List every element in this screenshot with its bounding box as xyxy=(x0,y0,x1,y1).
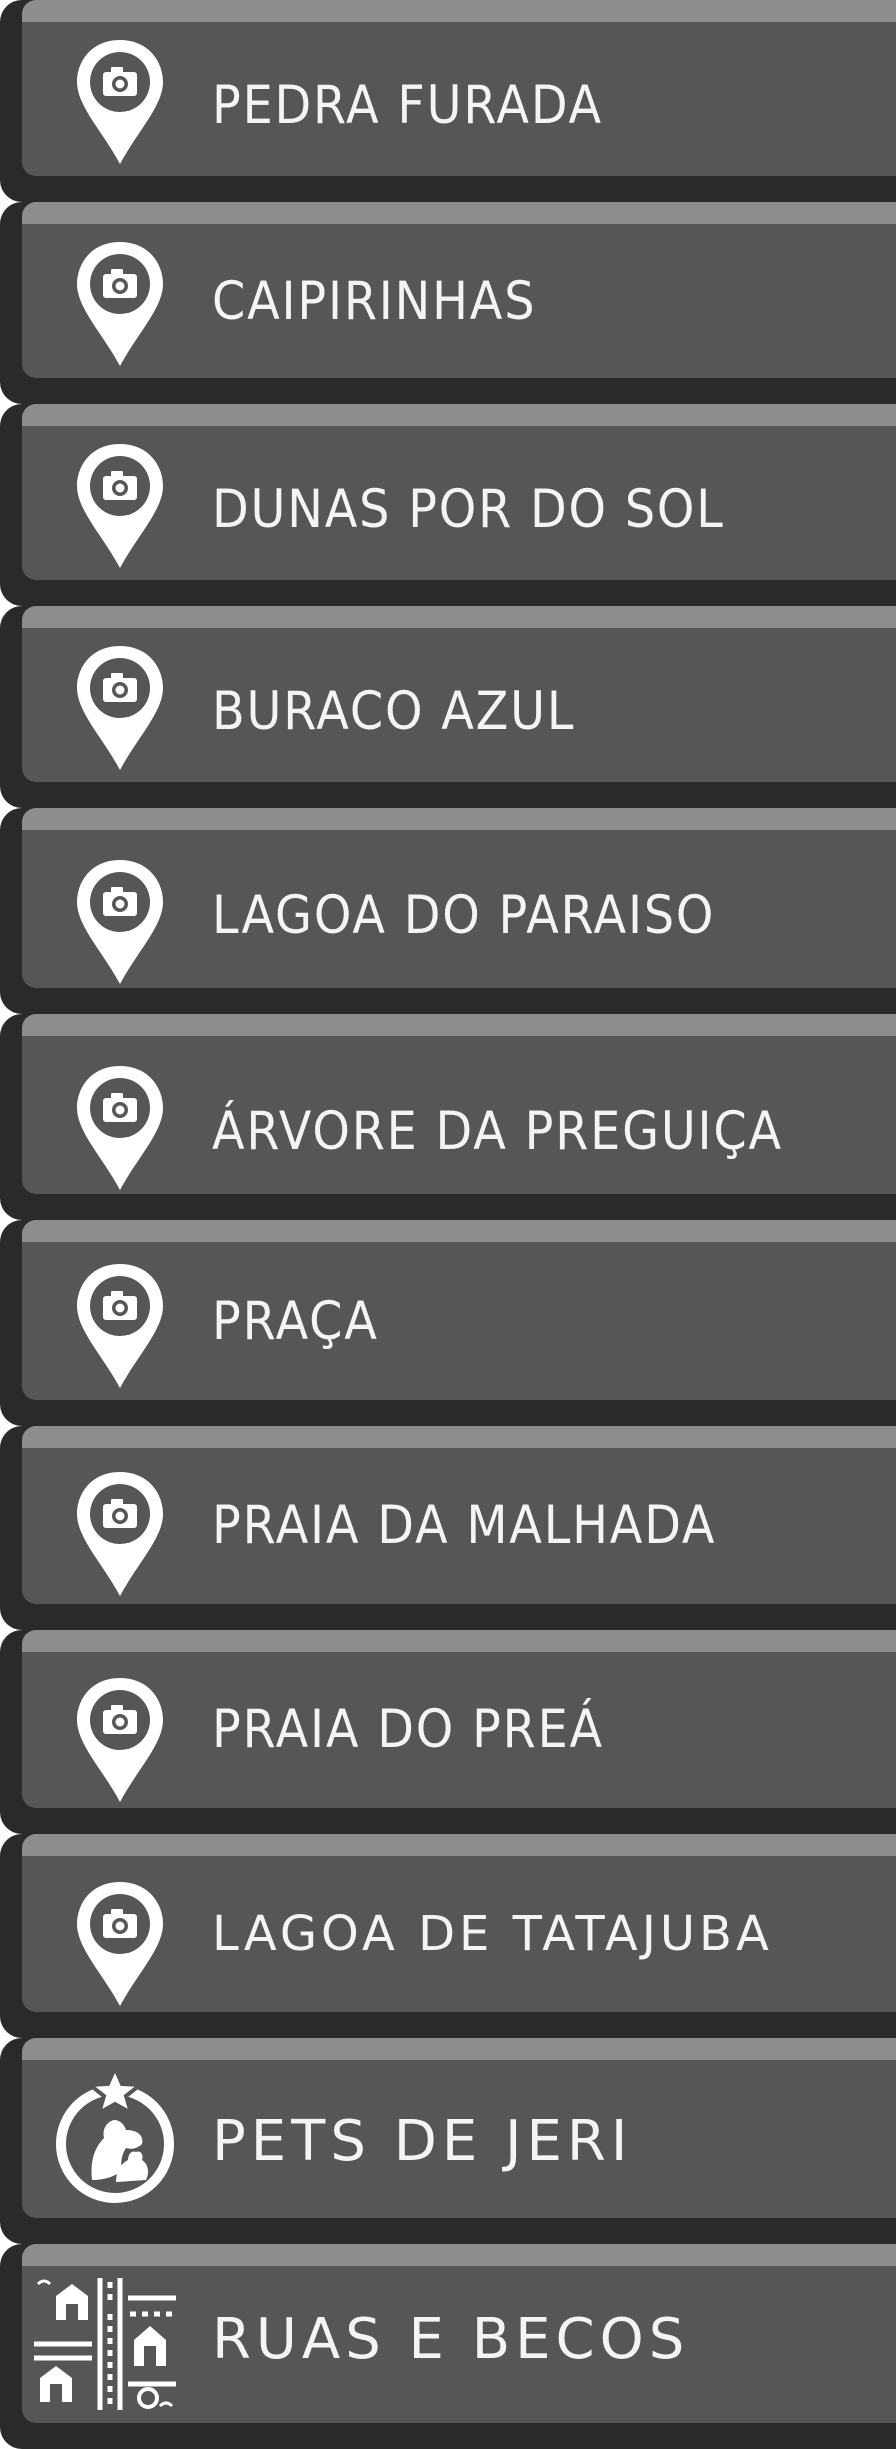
place-button-praia-da-malhada[interactable] xyxy=(0,1426,896,1630)
camera-pin-icon xyxy=(55,852,185,992)
place-button-buraco-azul[interactable] xyxy=(0,606,896,808)
place-label: RUAS E BECOS xyxy=(212,2307,690,2372)
place-button-pedra-furada[interactable] xyxy=(0,0,896,202)
place-button-ruas-e-becos[interactable] xyxy=(0,2244,896,2449)
camera-pin-icon xyxy=(55,32,185,172)
place-label: PETS DE JERI xyxy=(212,2109,633,2174)
place-button-caipirinhas[interactable] xyxy=(0,202,896,404)
camera-pin-icon xyxy=(55,1058,185,1198)
camera-pin-icon xyxy=(55,436,185,576)
place-button-praca[interactable] xyxy=(0,1220,896,1426)
place-label: PRAIA DA MALHADA xyxy=(212,1495,717,1556)
place-label: LAGOA DO PARAISO xyxy=(212,885,716,946)
place-label: LAGOA DE TATAJUBA xyxy=(212,1906,773,1962)
place-label: DUNAS POR DO SOL xyxy=(212,479,725,540)
place-label: PRAÇA xyxy=(212,1291,379,1352)
streets-map-icon xyxy=(30,2274,180,2414)
camera-pin-icon xyxy=(55,638,185,778)
camera-pin-icon xyxy=(55,1464,185,1604)
camera-pin-icon xyxy=(55,1670,185,1810)
place-button-dunas-por-do-sol[interactable] xyxy=(0,404,896,606)
place-label: PEDRA FURADA xyxy=(212,75,603,136)
place-button-lagoa-do-paraiso[interactable] xyxy=(0,808,896,1014)
place-button-lagoa-de-tatajuba[interactable] xyxy=(0,1834,896,2038)
camera-pin-icon xyxy=(55,234,185,374)
place-button-arvore-da-preguica[interactable] xyxy=(0,1014,896,1220)
place-button-pets-de-jeri[interactable] xyxy=(0,2038,896,2244)
place-label: CAIPIRINHAS xyxy=(212,271,537,332)
place-label: ÁRVORE DA PREGUIÇA xyxy=(212,1101,783,1162)
place-label: PRAIA DO PREÁ xyxy=(212,1699,604,1760)
camera-pin-icon xyxy=(55,1874,185,2014)
place-button-praia-do-prea[interactable] xyxy=(0,1630,896,1834)
pets-star-icon xyxy=(50,2064,180,2204)
place-label: BURACO AZUL xyxy=(212,681,576,742)
camera-pin-icon xyxy=(55,1256,185,1396)
